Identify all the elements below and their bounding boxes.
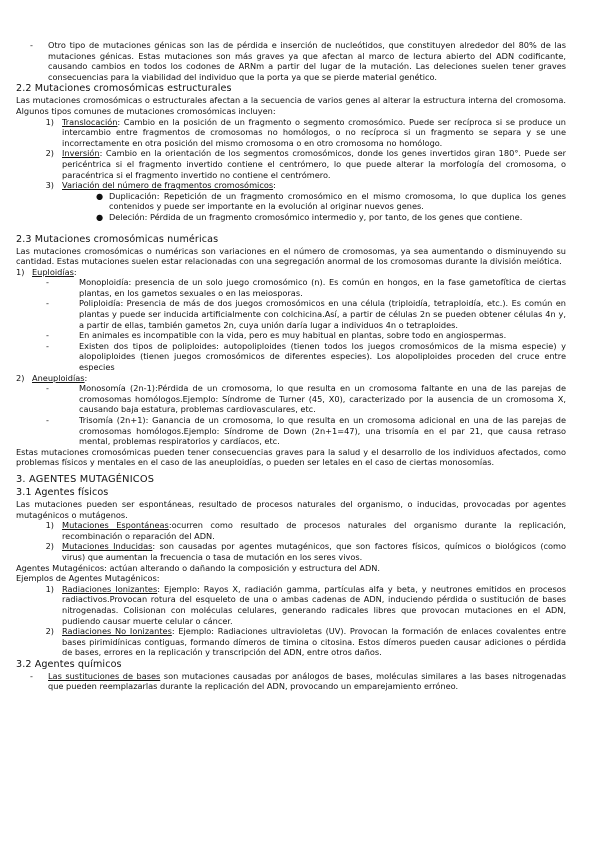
sub-list-item <box>16 191 566 212</box>
item-term: Inversión <box>62 148 100 159</box>
list-item <box>16 415 566 447</box>
dash-marker: - <box>46 330 49 341</box>
sub-item-text: Deleción: Pérdida de un fragmento cromosómico intermedio y, por tanto, de los genes que contiene. <box>109 211 523 222</box>
item-text: Poliploidía: Presencia de más de dos juegos cromosómicos en una célula (triploidía, tetraploidía, etc.). Es común en plantas y puede ser inducida artificialmente con colchicina.Así, a partir de células 2n se pueden obtener células 4n y, a partir de ellas, también gametos 2n, cuya unión daría lugar a individuos 4n o tetraploides. <box>79 298 566 330</box>
list-item <box>16 180 566 191</box>
list-item <box>16 341 566 373</box>
item-term: Aneuploidías <box>32 372 85 383</box>
bullet-dot-icon: ● <box>96 211 104 222</box>
dash-marker: - <box>46 415 49 425</box>
list-item <box>16 520 566 541</box>
item-body: son mutaciones causadas por análogos de bases, moléculas similares a las bases nitrogenadas que pueden reemplazarlas durante la replicación del ADN, provocando un emparejamiento erróneo. <box>48 670 567 692</box>
list-item <box>16 117 566 149</box>
aneuploidias-heading <box>16 373 566 384</box>
euploidias-heading <box>16 267 566 278</box>
section-2-3-intro: Las mutaciones cromosómicas o numéricas son variaciones en el número de cromosomas, ya sea aumentando o disminuyendo su cantidad. Estas mutaciones suelen estar relacionadas con una segregación anormal de los cromosomas durante la división meiótica. <box>16 245 566 267</box>
examples-line: Ejemplos de Agentes Mutagénicos: <box>16 573 160 584</box>
item-term: Radiaciones Ionizantes <box>62 583 158 594</box>
list-item <box>16 671 566 692</box>
item-text <box>48 671 566 692</box>
section-2-3-heading: 2.3 Mutaciones cromosómicas numéricas <box>16 233 219 245</box>
list-item <box>16 298 566 330</box>
item-text <box>32 373 87 384</box>
section-3-heading: 3. AGENTES MUTAGÉNICOS <box>16 473 155 485</box>
item-number: 2) <box>45 626 54 637</box>
item-number: 1) <box>45 116 54 127</box>
item-text: En animales es incompatible con la vida, pero es muy habitual en plantas, sobre todo en angiospermas. <box>79 330 507 341</box>
item-text <box>62 180 566 191</box>
section-3-1-intro: Las mutaciones pueden ser espontáneas, resultado de procesos naturales del organismo, o inducidas, provocadas por agentes mutagénicos o mutágenos. <box>16 498 566 520</box>
section-3-1-heading: 3.1 Agentes físicos <box>16 486 109 498</box>
item-body: : son causadas por agentes mutagénicos, que son factores físicos, químicos o biológicos (como virus) que aumentan la frecuencia o tasa de mutación en los seres vivos. <box>62 541 567 562</box>
item-text <box>62 520 566 541</box>
item-body: :ocurren como resultado de procesos naturales del organismo durante la replicación, recombinación o reparación del ADN. <box>62 520 566 541</box>
item-term: Variación del número de fragmentos cromosómicos <box>62 180 274 191</box>
item-number: 2) <box>16 372 25 383</box>
section-2-2-heading: 2.2 Mutaciones cromosómicas estructurales <box>16 83 232 95</box>
item-number: 1) <box>16 266 25 277</box>
item-suffix: : <box>84 372 88 383</box>
item-text: Monoploidía: presencia de un solo juego cromosómico (n). Es común en hongos, en la fase gametofítica de ciertas plantas, en los gametos sexuales o en las meiosporas. <box>79 277 566 298</box>
sub-item-text: Duplicación: Repetición de un fragmento cromosómico en el mismo cromosoma, lo que duplica los genes contenidos y puede ser importante en la evolución al originar nuevos genes. <box>109 190 566 212</box>
item-number: 1) <box>45 583 54 594</box>
item-body: : Cambio en la posición de un fragmento o segmento cromosómico. Puede ser recíproca si se produce un intercambio entre fragmentos de cromosomas no homólogos, o no recíproca si un fragmento se separa y se une incorrectamente en otra posición del mismo cromosoma o en otro cromosoma no homólogo. <box>62 116 566 148</box>
dash-marker: - <box>46 383 49 394</box>
item-body: : Ejemplo: Rayos X, radiación gamma, partículas alfa y beta, y neutrones emitidos en procesos radiactivos.Provocan rotura del esqueleto de una o ambas cadenas de ADN, induciendo pérdida o sustitución de bases nitrogenadas. Colisionan con moléculas celulares, generando radicales libres que provocan mutaciones en el ADN, pudiendo causar muerte celular o cáncer. <box>62 583 566 626</box>
item-text <box>62 626 566 658</box>
list-item <box>16 541 566 562</box>
list-item <box>16 626 566 658</box>
sub-list-item <box>16 212 566 223</box>
item-term: Mutaciones Inducidas <box>62 541 153 552</box>
list-item <box>16 584 566 626</box>
item-body: : <box>273 180 276 191</box>
item-term: Mutaciones Espontáneas <box>62 520 169 531</box>
section-2-3-closing: Estas mutaciones cromosómicas pueden tener consecuencias graves para la salud y el desarrollo de los individuos afectados, como problemas físicos y mentales en el caso de las aneuploidías, o pueden ser letales en el caso de ciertas monosomías. <box>16 446 566 468</box>
list-item <box>16 148 566 180</box>
item-number: 3) <box>45 180 54 191</box>
item-text <box>62 584 566 626</box>
item-term: Euploidías <box>32 266 74 277</box>
item-text: Monosomía (2n-1):Pérdida de un cromosoma, lo que resulta en un cromosoma faltante en una de las parejas de cromosomas homólogos.Ejemplo: Síndrome de Turner (45, X0), caracterizado por la ausencia de un cromosoma X, causando baja estatura, problemas cardiovasculares, etc. <box>79 383 566 415</box>
list-item <box>16 277 566 298</box>
item-suffix: : <box>73 266 77 277</box>
item-body: : Cambio en la orientación de los segmentos cromosómicos, donde los genes invertidos giran 180°. Puede ser pericéntrica si el fragmento invertido contiene el centrómero, lo que puede alterar la morfología del cromosoma, o paracéntrica si el fragmento invertido no contiene el centrómero. <box>62 148 566 180</box>
dash-marker: - <box>30 40 33 50</box>
dash-marker: - <box>46 340 49 351</box>
item-body: : Ejemplo: Radiaciones ultravioletas (UV). Provocan la formación de enlaces covalentes entre bases pirimidínicas contiguas, formando dímeros de timina o citosina. Estos dímeros pueden causar adiciones o pérdida de bases, errores en la replicación y transcripción del ADN, entre otros daños. <box>62 626 566 658</box>
item-text <box>62 117 566 149</box>
item-term: Radiaciones No Ionizantes <box>62 626 172 637</box>
item-text <box>62 541 566 562</box>
item-number: 1) <box>45 520 54 531</box>
list-item <box>16 383 566 415</box>
dash-marker: - <box>46 277 49 288</box>
item-text: Trisomía (2n+1): Ganancia de un cromosoma, lo que resulta en un cromosoma adicional en una de las parejas de cromosomas homólogos.Ejemplo: Síndrome de Down (2n+1=47), una trisomía en el par 21, que causa retraso mental, problemas respiratorios y cardíacos, etc. <box>79 415 566 447</box>
dash-marker: - <box>46 298 49 309</box>
intro-bullet <box>16 40 566 82</box>
item-text: Existen dos tipos de poliploides: autopoliploides (tienen todos los juegos cromosómicos de la misma especie) y alopoliploides (tienen juegos cromosómicos de diferentes especies). Los alopoliploides proceden del cruce entre especies <box>79 340 566 373</box>
item-term: Las sustituciones de bases <box>48 670 161 681</box>
item-number: 2) <box>45 148 54 159</box>
spacer <box>16 223 566 233</box>
item-text <box>62 148 566 180</box>
agents-line: Agentes Mutagénicos: actúan alterando o dañando la composición y estructura del ADN. <box>16 562 380 573</box>
item-number: 2) <box>45 541 54 552</box>
bullet-dot-icon: ● <box>96 190 104 201</box>
item-text <box>32 267 77 278</box>
list-item <box>16 330 566 341</box>
section-2-2-intro: Las mutaciones cromosómicas o estructurales afectan a la secuencia de varios genes al alterar la estructura interna del cromosoma. Algunos tipos comunes de mutaciones cromosómicas incluyen: <box>16 95 566 116</box>
item-term: Translocación <box>62 116 118 127</box>
dash-marker: - <box>30 670 33 681</box>
bullet-text: Otro tipo de mutaciones génicas son las de pérdida e inserción de nucleótidos, que constituyen alrededor del 80% de las mutaciones génicas. Estas mutaciones son más graves ya que afectan al marco de lectura abierto del ADN codificante, causando cambios en todos los codones de ARNm a partir del lugar de la mutación. Las deleciones suelen tener graves consecuencias para la viabilidad del individuo que la porta ya que se pierde material genético. <box>48 40 566 82</box>
section-3-2-heading: 3.2 Agentes químicos <box>16 658 122 670</box>
